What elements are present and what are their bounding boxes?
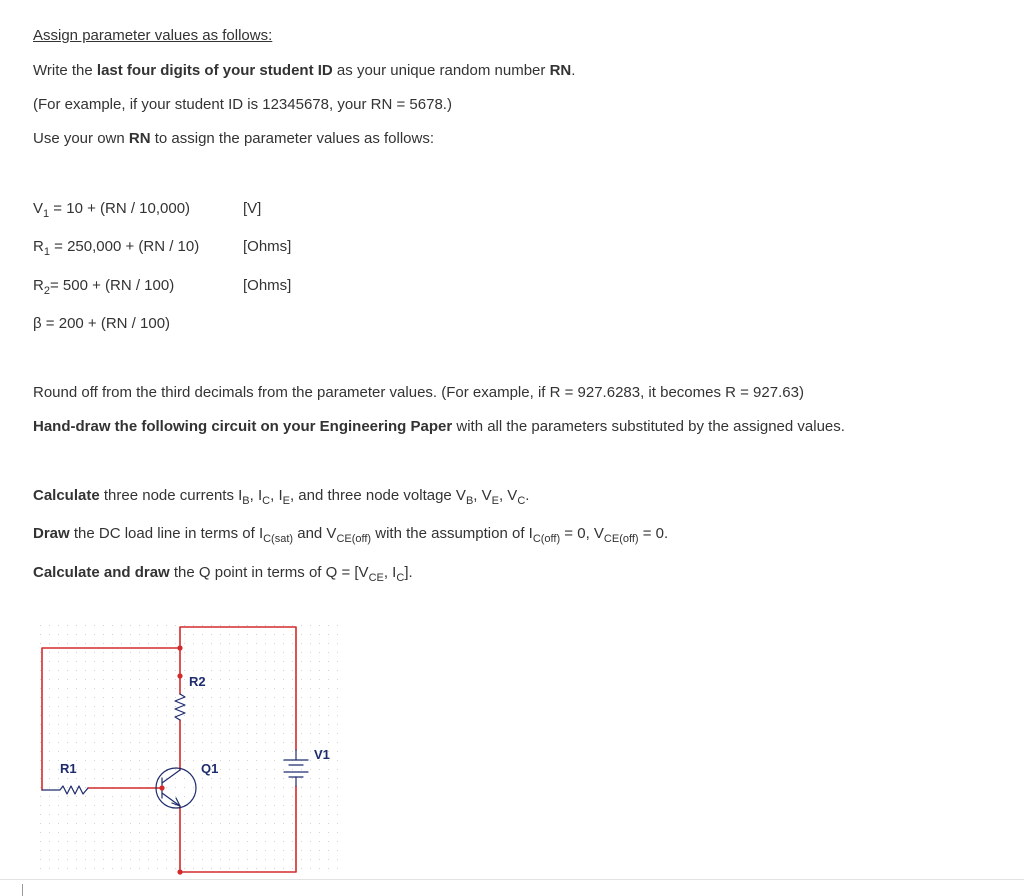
q1-label: Q1 [201,761,219,776]
task-calculate-nodes: Calculate three node currents $I_B$, $I_C$, $I_E$, and three node voltage $V_B$, $V_E$, $V_C$. [33,487,530,507]
text-cursor [22,884,23,896]
v1-label: V1 [314,747,330,762]
task-q-point: Calculate and draw the Q point in terms of $Q = [V_{CE}$, $I_C$]. [33,564,413,584]
instruction-example: (For example, if your student ID is 12345678, your RN = 5678.) [33,96,452,113]
param-r1-equation: $R_1 = 250,000 + (RN / 10)$ [33,238,200,258]
grid-background [38,622,346,874]
param-r2-equation: $R_2= 500 + (RN / 100)$ [33,277,175,297]
handdraw-instruction: Hand-draw the following circuit on your Engineering Paper with all the parameters substituted by the assigned values. [33,418,845,435]
instruction-line-3: Use your own RN to assign the parameter values as follows: [33,130,435,147]
param-r1-unit: [Ohms] [243,238,292,255]
instruction-line-1: Write the last four digits of your student ID as your unique random number RN. [33,62,576,79]
junction-node-bottom [177,869,182,874]
page-bottom-divider [0,879,1024,880]
param-v1-unit: [V] [243,200,262,217]
junction-node-top [177,645,182,650]
task-draw-load-line: Draw the DC load line in terms of $I_{C(sat)}$ and $V_{CE(off)}$ with the assumption of $I_{C(off)} = 0$, $V_{CE(off)} = 0$. [33,525,669,545]
param-v1-equation: $V_1 = 10 + (RN / 10,000)$ [33,200,191,220]
junction-node-r2 [177,673,182,678]
rounding-note: Round off from the third decimals from the parameter values. (For example, if R = 927.6283, it becomes R = 927.63) [33,384,804,401]
param-beta-equation: β = 200 + (RN / 100) [33,315,171,332]
param-r2-unit: [Ohms] [243,277,292,294]
r2-label: R2 [189,674,206,689]
junction-node-base [159,785,164,790]
heading: Assign parameter values as follows: [33,27,273,44]
r1-label: R1 [60,761,77,776]
